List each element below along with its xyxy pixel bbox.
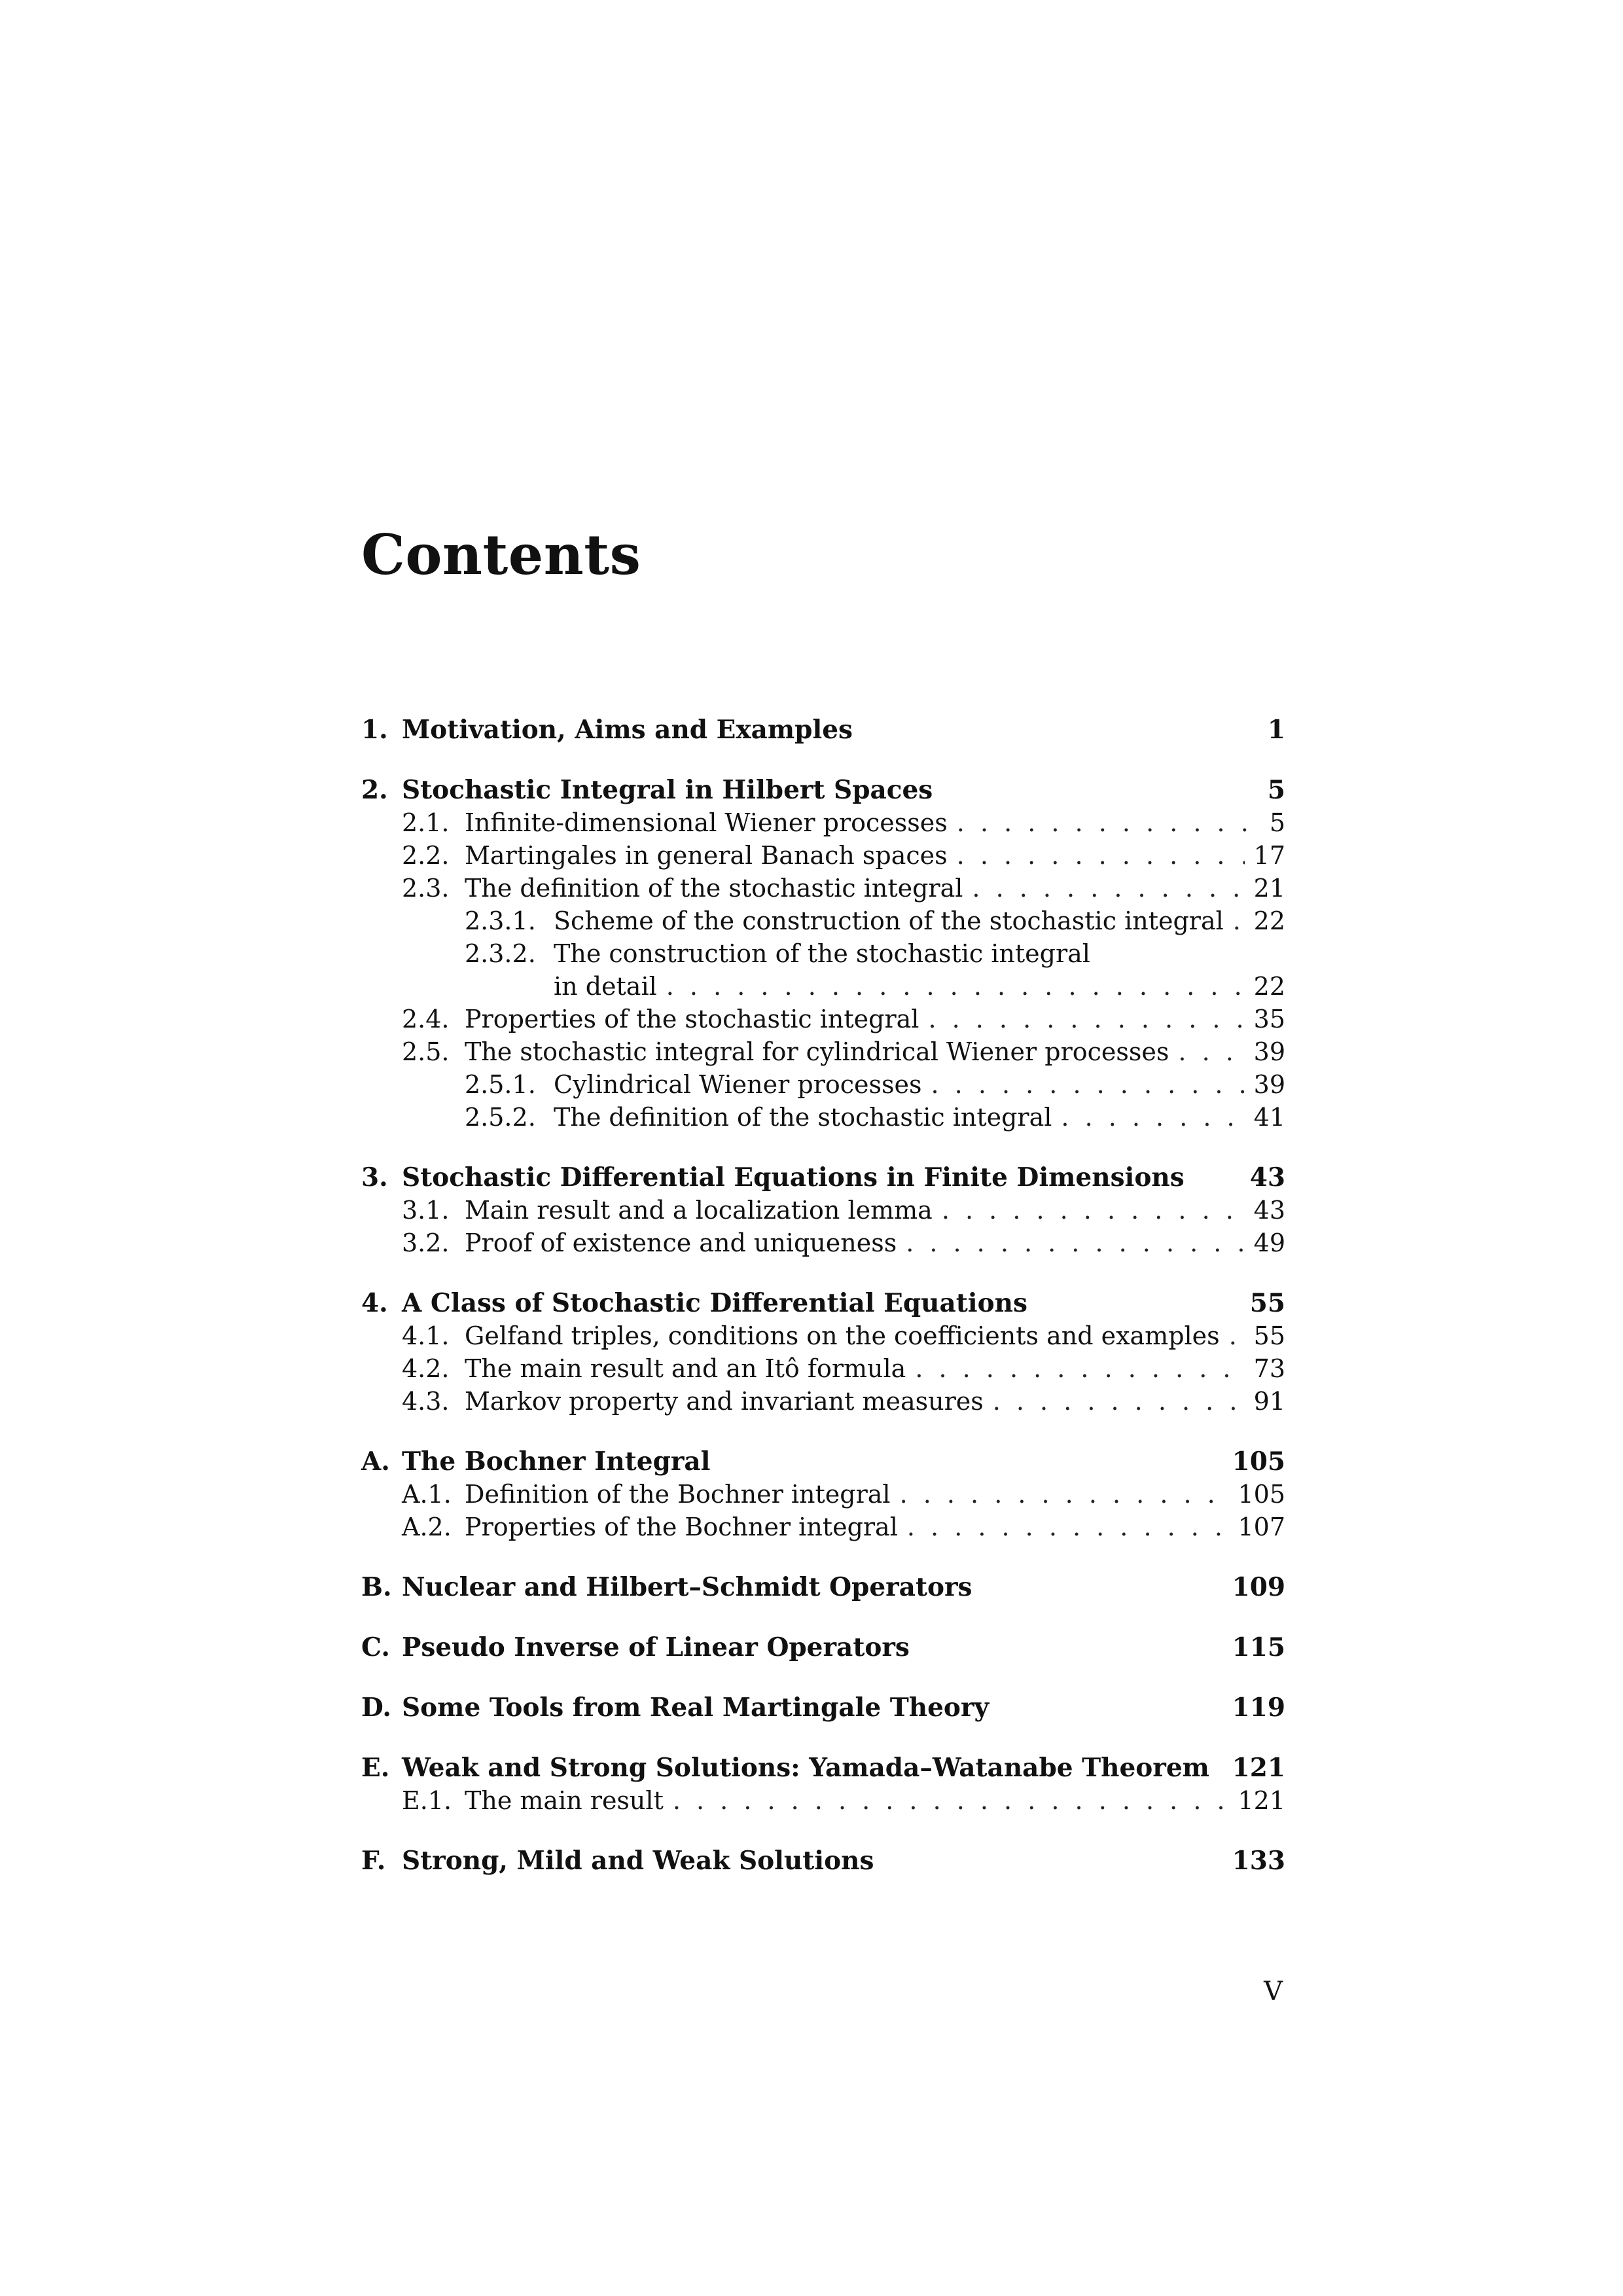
- section-number: 4.3.: [402, 1387, 450, 1416]
- toc-appendix-d[interactable]: [361, 1691, 1285, 1724]
- section-title: Main result and a localization lemma: [465, 1196, 933, 1225]
- chapter-number: 4.: [361, 1288, 388, 1318]
- subsection-title: The construction of the stochastic integral: [554, 939, 1090, 968]
- page-number: 115: [1232, 1632, 1285, 1662]
- section-title: The stochastic integral for cylindrical Wiener processes: [465, 1037, 1169, 1066]
- chapter-number: 3.: [361, 1162, 388, 1193]
- dot-leader: [906, 1227, 1244, 1259]
- toc-section-2-1[interactable]: [361, 806, 1285, 839]
- section-title: Gelfand triples, conditions on the coefficients and examples: [465, 1321, 1220, 1350]
- page-number: 22: [1253, 972, 1285, 1001]
- page-number: 41: [1253, 1103, 1285, 1132]
- section-number: 3.1.: [402, 1196, 450, 1225]
- toc-chapter-3[interactable]: [361, 1161, 1285, 1194]
- page-number: 55: [1253, 1321, 1285, 1350]
- chapter-number: 2.: [361, 775, 388, 805]
- page-number: 119: [1232, 1693, 1285, 1723]
- chapter-title: A Class of Stochastic Differential Equations: [402, 1288, 1027, 1318]
- toc-section-4-2[interactable]: [361, 1352, 1285, 1385]
- toc-appendix-f[interactable]: [361, 1844, 1285, 1877]
- appendix-letter: A.: [361, 1446, 390, 1477]
- dot-leader: [907, 1511, 1229, 1543]
- toc-subsection-2-3-1[interactable]: [361, 905, 1285, 937]
- dot-leader: [931, 1068, 1245, 1101]
- toc-section-3-2[interactable]: [361, 1227, 1285, 1259]
- dot-leader: [1178, 1035, 1244, 1068]
- dot-leader: [942, 1194, 1245, 1227]
- toc-section-4-3[interactable]: [361, 1385, 1285, 1418]
- section-title: Properties of the Bochner integral: [465, 1513, 898, 1541]
- toc-section-a-1[interactable]: [361, 1478, 1285, 1511]
- dot-leader: [972, 872, 1244, 905]
- chapter-title: Motivation, Aims and Examples: [402, 715, 853, 745]
- toc-chapter-2[interactable]: [361, 774, 1285, 806]
- toc-appendix-b[interactable]: [361, 1571, 1285, 1604]
- appendix-letter: F.: [361, 1846, 386, 1876]
- section-number: 2.5.: [402, 1037, 450, 1066]
- appendix-title: The Bochner Integral: [402, 1446, 711, 1477]
- appendix-title: Some Tools from Real Martingale Theory: [402, 1693, 990, 1723]
- subsection-number: 2.5.2.: [465, 1103, 536, 1132]
- section-title: The main result and an Itô formula: [465, 1354, 906, 1383]
- toc-section-3-1[interactable]: [361, 1194, 1285, 1227]
- section-number: A.1.: [402, 1480, 452, 1509]
- page-number: 121: [1238, 1786, 1285, 1815]
- section-number: 4.2.: [402, 1354, 450, 1383]
- page-number: 55: [1249, 1288, 1285, 1318]
- section-number: 2.4.: [402, 1005, 450, 1033]
- toc-section-2-4[interactable]: [361, 1003, 1285, 1035]
- dot-leader: [673, 1784, 1229, 1817]
- toc-section-2-5[interactable]: [361, 1035, 1285, 1068]
- dot-leader: [1229, 1319, 1245, 1352]
- section-title: The main result: [465, 1786, 664, 1815]
- toc-appendix-e[interactable]: [361, 1751, 1285, 1784]
- page-number: 105: [1232, 1446, 1285, 1477]
- toc-chapter-4[interactable]: [361, 1287, 1285, 1319]
- appendix-title: Nuclear and Hilbert–Schmidt Operators: [402, 1572, 972, 1602]
- dot-leader: [900, 1478, 1229, 1511]
- section-title: Definition of the Bochner integral: [465, 1480, 891, 1509]
- toc-chapter-1[interactable]: [361, 713, 1285, 746]
- table-of-contents: [361, 713, 1285, 1877]
- section-number: 2.2.: [402, 841, 450, 870]
- toc-section-2-3[interactable]: [361, 872, 1285, 905]
- page-number: 35: [1253, 1005, 1285, 1033]
- toc-appendix-c[interactable]: [361, 1631, 1285, 1664]
- appendix-title: Pseudo Inverse of Linear Operators: [402, 1632, 910, 1662]
- page-number: 22: [1253, 906, 1285, 935]
- toc-appendix-a[interactable]: [361, 1445, 1285, 1478]
- toc-subsection-2-3-2[interactable]: [361, 937, 1285, 970]
- page-number: 133: [1232, 1846, 1285, 1876]
- page-number: 49: [1253, 1229, 1285, 1257]
- page-number: 1: [1267, 715, 1285, 745]
- subsection-number: 2.3.1.: [465, 906, 536, 935]
- page-number: 21: [1253, 874, 1285, 903]
- page-number: 91: [1253, 1387, 1285, 1416]
- subsection-title: Cylindrical Wiener processes: [554, 1070, 922, 1099]
- section-title: Proof of existence and uniqueness: [465, 1229, 897, 1257]
- chapter-number: 1.: [361, 715, 388, 745]
- page-number: 39: [1253, 1070, 1285, 1099]
- dot-leader: [957, 839, 1245, 872]
- dot-leader: [957, 806, 1250, 839]
- page-number: 43: [1253, 1196, 1285, 1225]
- page-number: 43: [1249, 1162, 1285, 1193]
- dot-leader: [928, 1003, 1244, 1035]
- subsection-number: 2.5.1.: [465, 1070, 536, 1099]
- subsection-title-continued: in detail: [554, 972, 657, 1001]
- section-number: 2.1.: [402, 808, 450, 837]
- page-number: 105: [1238, 1480, 1285, 1509]
- chapter-title: Stochastic Differential Equations in Finite Dimensions: [402, 1162, 1185, 1193]
- appendix-title: Weak and Strong Solutions: Yamada–Watanabe Theorem: [402, 1753, 1209, 1783]
- appendix-letter: E.: [361, 1753, 390, 1783]
- toc-subsection-2-5-2[interactable]: [361, 1101, 1285, 1134]
- toc-subsection-2-3-2-continued[interactable]: [361, 970, 1285, 1003]
- toc-section-2-2[interactable]: [361, 839, 1285, 872]
- dot-leader: [1233, 905, 1245, 937]
- toc-section-e-1[interactable]: [361, 1784, 1285, 1817]
- page-number: 5: [1267, 775, 1285, 805]
- section-number: A.2.: [402, 1513, 452, 1541]
- dot-leader: [1061, 1101, 1244, 1134]
- appendix-title: Strong, Mild and Weak Solutions: [402, 1846, 874, 1876]
- dot-leader: [915, 1352, 1244, 1385]
- page-folio: V: [1264, 1977, 1283, 2007]
- page-number: 73: [1253, 1354, 1285, 1383]
- toc-section-a-2[interactable]: [361, 1511, 1285, 1543]
- appendix-letter: B.: [361, 1572, 392, 1602]
- section-title: Markov property and invariant measures: [465, 1387, 984, 1416]
- section-title: Martingales in general Banach spaces: [465, 841, 948, 870]
- dot-leader: [666, 970, 1245, 1003]
- section-title: Properties of the stochastic integral: [465, 1005, 919, 1033]
- section-number: 2.3.: [402, 874, 450, 903]
- section-number: E.1.: [402, 1786, 452, 1815]
- page-number: 17: [1253, 841, 1285, 870]
- section-title: The definition of the stochastic integral: [465, 874, 963, 903]
- page-number: 39: [1253, 1037, 1285, 1066]
- subsection-title: Scheme of the construction of the stochastic integral: [554, 906, 1224, 935]
- chapter-title: Stochastic Integral in Hilbert Spaces: [402, 775, 933, 805]
- toc-section-4-1[interactable]: [361, 1319, 1285, 1352]
- appendix-letter: D.: [361, 1693, 392, 1723]
- page-title: Contents: [361, 522, 641, 587]
- toc-subsection-2-5-1[interactable]: [361, 1068, 1285, 1101]
- section-title: Infinite-dimensional Wiener processes: [465, 808, 948, 837]
- subsection-number: 2.3.2.: [465, 939, 536, 968]
- page-number: 109: [1232, 1572, 1285, 1602]
- section-number: 3.2.: [402, 1229, 450, 1257]
- page-number: 121: [1232, 1753, 1285, 1783]
- subsection-title: The definition of the stochastic integral: [554, 1103, 1052, 1132]
- appendix-letter: C.: [361, 1632, 390, 1662]
- page-number: 107: [1238, 1513, 1285, 1541]
- dot-leader: [993, 1385, 1245, 1418]
- page-number: 5: [1269, 808, 1285, 837]
- section-number: 4.1.: [402, 1321, 450, 1350]
